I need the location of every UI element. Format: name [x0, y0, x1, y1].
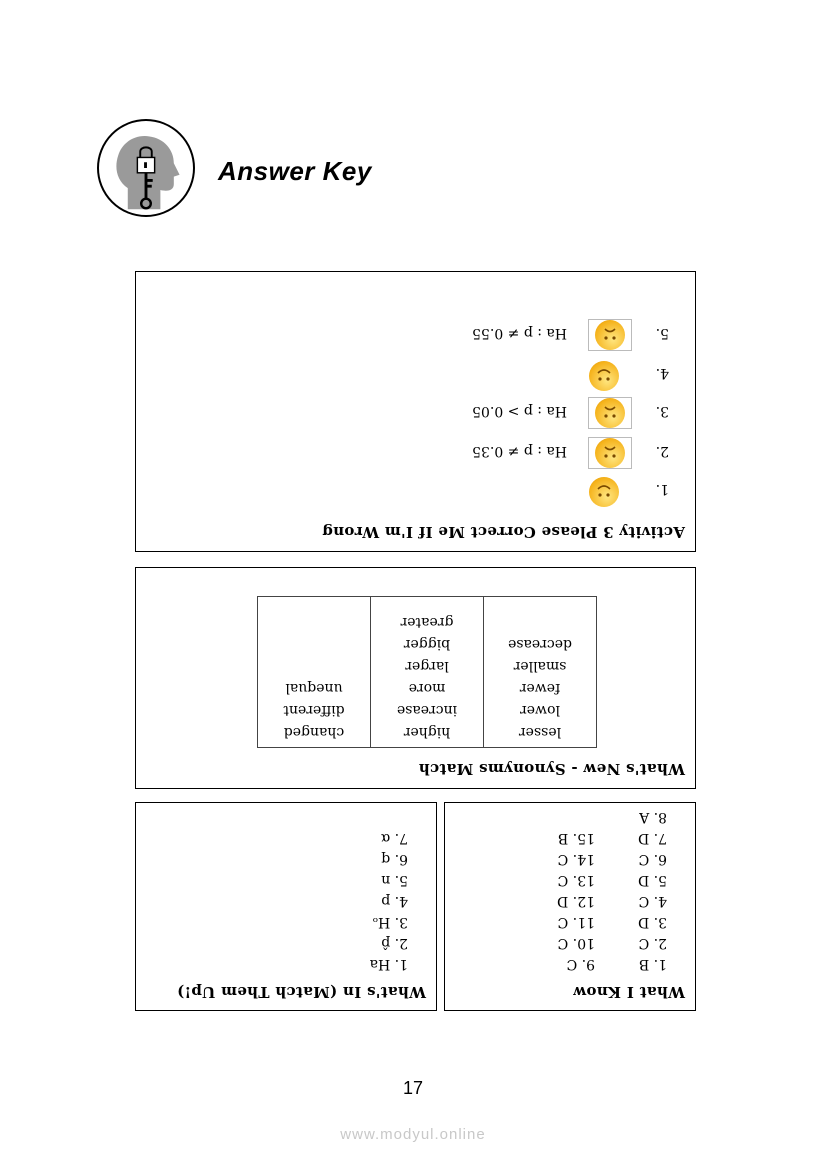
- synonym-column: lesser lower fewer smaller decrease: [484, 597, 597, 748]
- item-text: Ha : p > 0.05: [472, 403, 567, 419]
- sad-face-icon: [595, 398, 625, 428]
- answer-item: 12. D: [557, 893, 595, 909]
- item-number: 5.: [655, 325, 669, 341]
- page-number: 17: [402, 1078, 424, 1098]
- activity3-title: Activity 3 Please Correct Me If I'm Wrong: [322, 523, 685, 541]
- synonym-column: higher increase more larger bigger greater: [371, 597, 484, 748]
- answer-item: 13. C: [557, 872, 595, 888]
- list-item: 4. p: [381, 893, 408, 909]
- list-item: 7. α: [380, 830, 408, 846]
- happy-face-icon: [589, 477, 619, 507]
- list-item: 2. p̂: [381, 935, 408, 951]
- answer-item: 2. C: [638, 935, 667, 951]
- synonyms-table: [257, 596, 597, 748]
- item-text: Ha : p ≠ 0.55: [472, 325, 567, 341]
- answer-item: 9. C: [566, 956, 595, 972]
- answer-item: 3. D: [637, 914, 667, 930]
- watermark: www.modyul.online: [340, 1126, 486, 1143]
- answer-item: 1. B: [638, 956, 667, 972]
- whats-new-title: What's New - Synonyms Match: [418, 760, 685, 778]
- item-number: 1.: [655, 481, 669, 497]
- answer-item: 8. A: [639, 809, 667, 825]
- sad-face-icon: [595, 320, 625, 350]
- answer-item: 5. D: [637, 872, 667, 888]
- whats-new-box: [135, 567, 696, 789]
- list-item: 3. Hₒ: [372, 914, 408, 930]
- answer-item: 6. C: [638, 851, 667, 867]
- answer-item: 7. D: [637, 830, 667, 846]
- happy-face-icon: [589, 361, 619, 391]
- head-lock-key-icon: [99, 121, 193, 215]
- list-item: 1. Ha: [369, 956, 408, 972]
- answer-item: 14. C: [557, 851, 595, 867]
- logo: [97, 119, 195, 217]
- list-item: 5. n: [381, 872, 408, 888]
- activity3-box: [135, 271, 696, 552]
- answer-item: 4. C: [638, 893, 667, 909]
- synonym-column: changed different unequal: [258, 597, 371, 748]
- whats-in-box: [135, 802, 437, 1011]
- item-text: Ha : p ≠ 0.35: [472, 443, 567, 459]
- item-number: 3.: [655, 403, 669, 419]
- what-i-know-title: What I Know: [572, 983, 685, 1001]
- answer-item: 10. C: [557, 935, 595, 951]
- whats-in-title: What's In (Match Them Up!): [176, 983, 426, 1001]
- item-number: 4.: [655, 365, 669, 381]
- answer-item: 11. C: [557, 914, 595, 930]
- answer-item: 15. B: [557, 830, 595, 846]
- what-i-know-box: [444, 802, 696, 1011]
- page-title: Answer Key: [218, 156, 372, 186]
- sad-face-icon: [595, 438, 625, 468]
- item-number: 2.: [655, 443, 669, 459]
- list-item: 6. q: [381, 851, 408, 867]
